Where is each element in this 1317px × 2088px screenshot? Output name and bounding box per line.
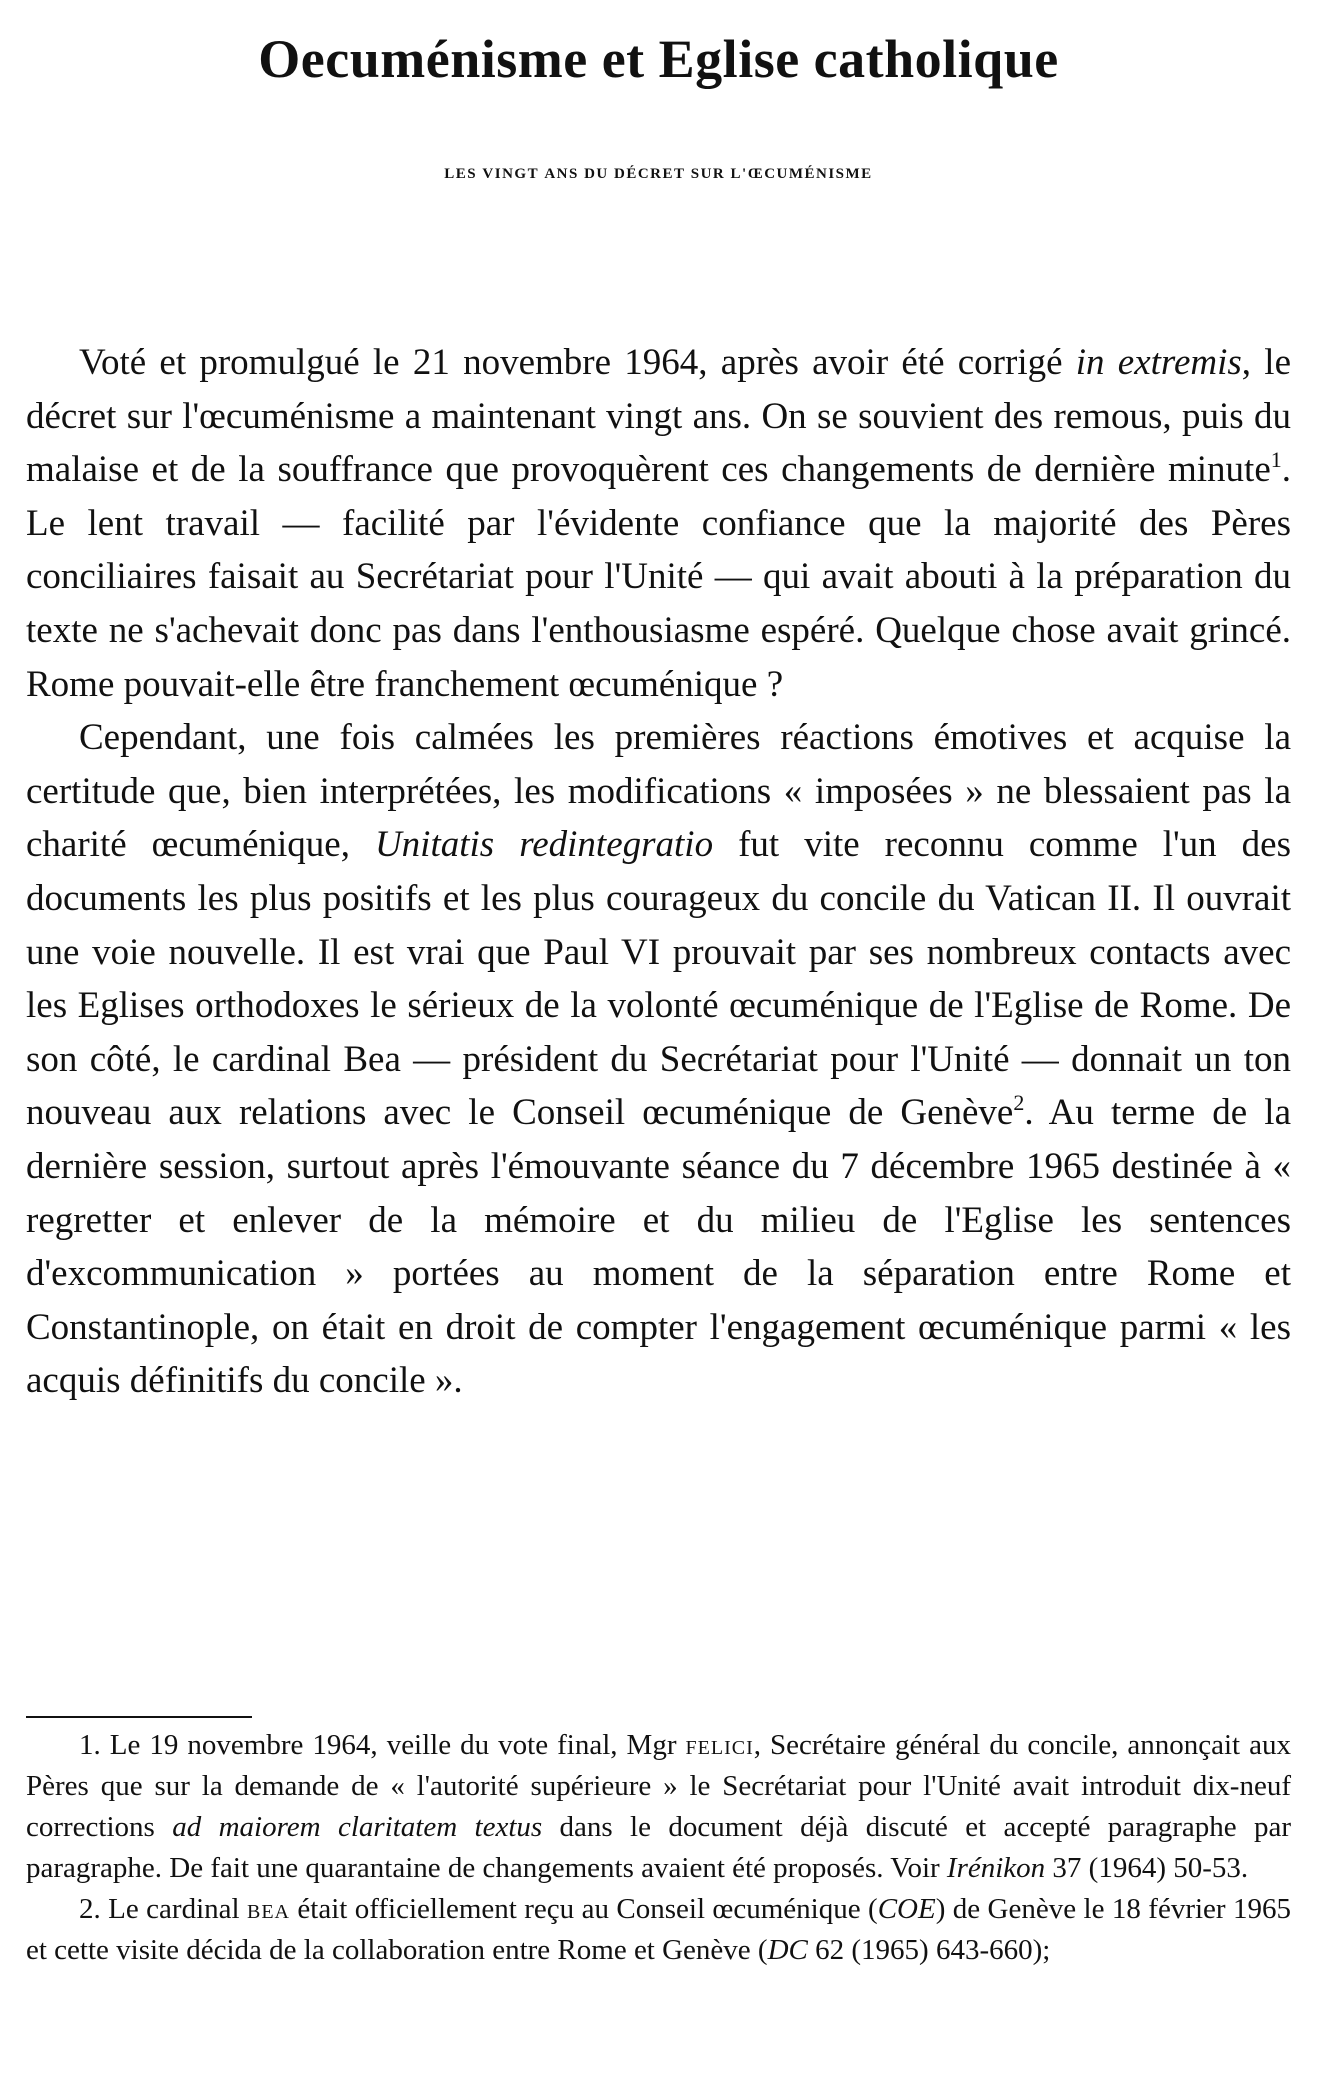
article-subtitle: les vingt ans du décret sur l'œcuménisme: [444, 158, 873, 183]
author-name: Bea: [246, 1893, 290, 1925]
footnote-ref-2[interactable]: 2: [1013, 1090, 1025, 1116]
text-run: 37 (1964) 50-53.: [1045, 1852, 1249, 1884]
text-run: . Le lent travail — facilité par l'évidente confiance que la majorité des Pères conciliaires faisait au Secrétariat pour l'Unité — qui avait abouti à la préparation du texte ne s'achevait donc pas dans l'enthousiasme espéré. Quelque chose avait grincé. Rome pouvait-elle être franchement œcuménique ?: [26, 449, 1291, 705]
journal-title: DC: [767, 1934, 808, 1966]
footnote-divider: [26, 1716, 252, 1718]
author-name: Felici: [685, 1729, 754, 1761]
italic-phrase: Unitatis redintegratio: [374, 824, 714, 866]
text-run: 62 (1965) 643-660);: [807, 1934, 1051, 1966]
paragraph-2: [26, 711, 1291, 1408]
footnote-1: [26, 1725, 1291, 1889]
article-body: [26, 336, 1291, 1408]
text-run: 2. Le cardinal: [79, 1893, 247, 1925]
footnote-ref-1[interactable]: 1: [1270, 447, 1282, 473]
text-run: 1. Le 19 novembre 1964, veille du vote final, Mgr: [79, 1729, 686, 1761]
text-run: fut vite reconnu comme l'un des documents les plus positifs et les plus courageux du concile du Vatican II. Il ouvrait une voie nouvelle. Il est vrai que Paul VI prouvait par ses nombreux contacts avec les Eglises orthodoxes le sérieux de la volonté œcuménique de l'Eglise de Rome. De son côté, le cardinal Bea — président du Secrétariat pour l'Unité — donnait un ton nouveau aux relations avec le Conseil œcuménique de Genève: [26, 824, 1292, 1134]
text-run: Voté et promulgué le 21 novembre 1964, après avoir été corrigé: [79, 342, 1076, 383]
paragraph-1: [26, 336, 1291, 711]
text-run: était officiellement reçu au Conseil œcuménique (: [289, 1893, 878, 1925]
journal-title: Irénikon: [946, 1852, 1046, 1884]
text-run: . Au terme de la dernière session, surtout après l'émouvante séance du 7 décembre 1965 destinée à « regretter et enlever de la mémoire et du milieu de l'Eglise les sentences d'excommunication » portées au moment de la séparation entre Rome et Constantinople, on était en droit de compter l'engagement œcuménique parmi « les acquis définitifs du concile ».: [26, 1092, 1291, 1402]
italic-phrase: COE: [877, 1893, 936, 1925]
text-run: Cependant, une fois calmées les premières réactions émotives et acquise la certitude que, bien interprétées, les modifications « imposées » ne blessaient pas la charité œcuménique,: [26, 717, 1291, 866]
text-run: ) de Genève le 18 février 1965 et cette visite décida de la collaboration entre Rome et Genève (: [26, 1893, 1291, 1966]
article-title: Oecuménisme et Eglise catholique: [258, 29, 1059, 89]
text-run: , Secrétaire général du concile, annonçait aux Pères que sur la demande de « l'autorité supérieure » le Secrétariat pour l'Unité avait introduit dix-neuf corrections: [26, 1729, 1291, 1843]
italic-phrase: in extremis: [1075, 342, 1242, 383]
text-run: , le décret sur l'œcuménisme a maintenant vingt ans. On se souvient des remous, puis du malaise et de la souffrance que provoquèrent ces changements de dernière minute: [26, 342, 1291, 491]
footnote-2: [26, 1889, 1291, 1971]
footnotes: [26, 1725, 1291, 1971]
text-run: dans le document déjà discuté et accepté paragraphe par paragraphe. De fait une quarantaine de changements avaient été proposés. Voir: [26, 1811, 1291, 1884]
italic-phrase: ad maiorem claritatem textus: [172, 1811, 543, 1843]
